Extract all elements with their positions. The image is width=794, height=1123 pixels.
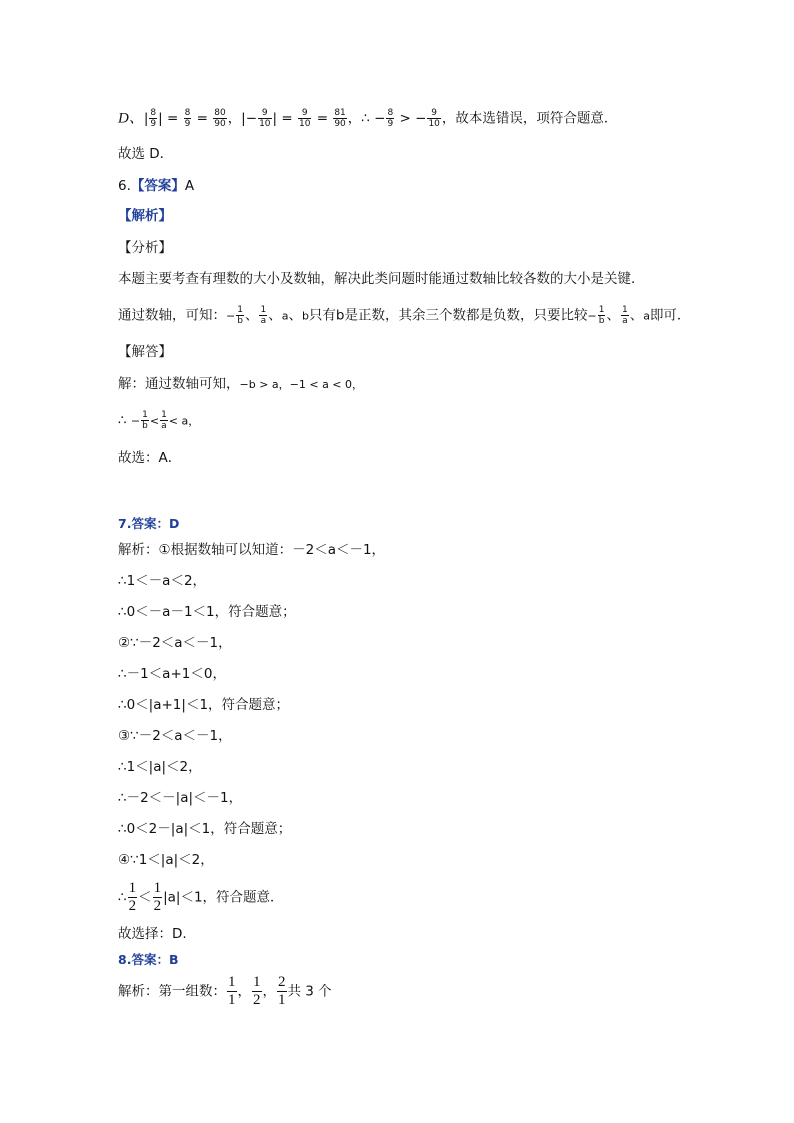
q6-number: 6. — [118, 178, 131, 194]
q8-prefix: 解析：第一组数： — [118, 983, 226, 1000]
q6-jie-line — [118, 374, 363, 395]
q7-last-line — [118, 880, 284, 915]
q6-therefore: ∴ — [118, 412, 127, 429]
fraction: $\frac{9}{10}$ — [428, 108, 440, 129]
q6-ineq-line: ∴ − $\frac{1}{b}$ < $\frac{1}{a}$ < a， — [118, 410, 200, 431]
q7-line-10: ④∵1＜|a|＜2， — [118, 852, 214, 868]
q8-line: 解析：第一组数： $\frac{1}{1}$ ， $\frac{1}{2}$ ， $\frac{2}{1}$ 共 3 个 — [118, 974, 332, 1008]
fraction: $\frac{1}{b}$ — [598, 305, 605, 326]
q7-line-8: ∴－2＜－|a|＜－1， — [118, 790, 243, 806]
q7-last-mid: ＜ — [138, 889, 152, 906]
fraction: $\frac{8}{9}$ — [184, 108, 191, 129]
q7-line-5: ∴0＜|a+1|＜1，符合题意； — [118, 697, 290, 713]
q6-fenxi-text: 本题主要考查有理数的大小及数轴，解决此类问题时能通过数轴比较各数的大小是关键． — [118, 271, 645, 287]
fraction: $\frac{1}{b}$ — [142, 410, 148, 431]
q7-last-tail: |a|＜1，符合题意． — [163, 889, 284, 906]
q5-d-prefix: D、 — [118, 110, 144, 127]
q6-jiexi: 【解析】 — [118, 208, 172, 224]
fraction: $\frac{1}{a}$ — [260, 305, 267, 326]
q6-fenxi: 【分析】 — [118, 240, 172, 256]
fraction: $\frac{9}{10}$ — [298, 108, 311, 129]
fraction: $\frac{8}{9}$ — [387, 108, 394, 129]
q5-choose: 故选 D． — [118, 146, 174, 162]
q7-choose: 故选择：D. — [118, 926, 187, 942]
q7-line-7: ∴1＜|a|＜2， — [118, 759, 202, 775]
fraction: $\frac{81}{90}$ — [334, 108, 346, 129]
q7-line-2: ∴0＜－a－1＜1，符合题意； — [118, 604, 296, 620]
q6-jieda: 【解答】 — [118, 344, 172, 360]
q6-tong-mid: 只有b是正数，其余三个数都是负数，只要比较 — [308, 307, 588, 324]
q6-tong-end: 即可． — [649, 307, 691, 324]
q7-last-prefix: ∴ — [118, 889, 127, 906]
q6-jie-prefix: 解：通过数轴可知， — [118, 376, 240, 392]
q7-line-3: ②∵－2＜a＜－1， — [118, 635, 232, 651]
fraction: $\frac{1}{2}$ — [153, 880, 162, 914]
fraction: $\frac{8}{9}$ — [150, 108, 157, 129]
fraction: $\frac{2}{1}$ — [278, 974, 286, 1008]
q6-answer: A — [184, 178, 195, 194]
q7-line-4: ∴－1＜a+1＜0， — [118, 666, 226, 682]
q7-line-6: ③∵－2＜a＜－1， — [118, 728, 232, 744]
fraction: $\frac{1}{b}$ — [237, 305, 243, 326]
fraction: $\frac{1}{a}$ — [621, 305, 628, 326]
q6-ineq-tail: < a， — [168, 414, 200, 428]
fraction: $\frac{9}{10}$ — [259, 108, 271, 129]
q6-tong-line: 通过数轴，可知：− $\frac{1}{b}$ 、 $\frac{1}{a}$ 、a、b只有b是正数，其余三个数都是负数，只要比较− $\frac{1}{b}$ 、 $\frac{1}{a}$ 、a即可． — [118, 305, 691, 326]
fraction: $\frac{1}{1}$ — [228, 974, 236, 1008]
q7-label: 7.答案：D — [118, 516, 180, 531]
q6-jie-expr: −b > a，−1 < a < 0， — [239, 378, 364, 391]
q5-d-line: D、| $\frac{8}{9}$ | = $\frac{8}{9}$ = $\frac{80}{90}$ ，|− $\frac{9}{10}$ | = $\frac{9}{10}$ = $\frac{81}{90}$ ，∴ − $\frac{8}{9}$ > − $\frac{9}{10}$ ，故本选错误，项符合题意． — [118, 108, 618, 129]
fraction: $\frac{1}{2}$ — [128, 880, 137, 914]
q7-line-0: 解析：①根据数轴可以知道：－2＜a＜－1， — [118, 542, 386, 558]
q6-answer-line — [118, 176, 194, 196]
q6-answer-tag: 【答案】 — [130, 178, 185, 194]
q7-line-1: ∴1＜－a＜2， — [118, 573, 207, 589]
fraction: $\frac{1}{2}$ — [253, 974, 261, 1008]
q8-label: 8.答案：B — [118, 952, 179, 967]
fraction: $\frac{1}{a}$ — [161, 410, 167, 431]
q7-line-9: ∴0＜2－|a|＜1，符合题意； — [118, 821, 292, 837]
q6-tong-prefix: 通过数轴，可知： — [118, 307, 226, 324]
fraction: $\frac{80}{90}$ — [214, 108, 226, 129]
q5-tail: ，故本选错误，项符合题意． — [441, 110, 618, 127]
q8-tail: 共 3 个 — [287, 983, 332, 1000]
q6-choose: 故选：A． — [118, 450, 182, 466]
